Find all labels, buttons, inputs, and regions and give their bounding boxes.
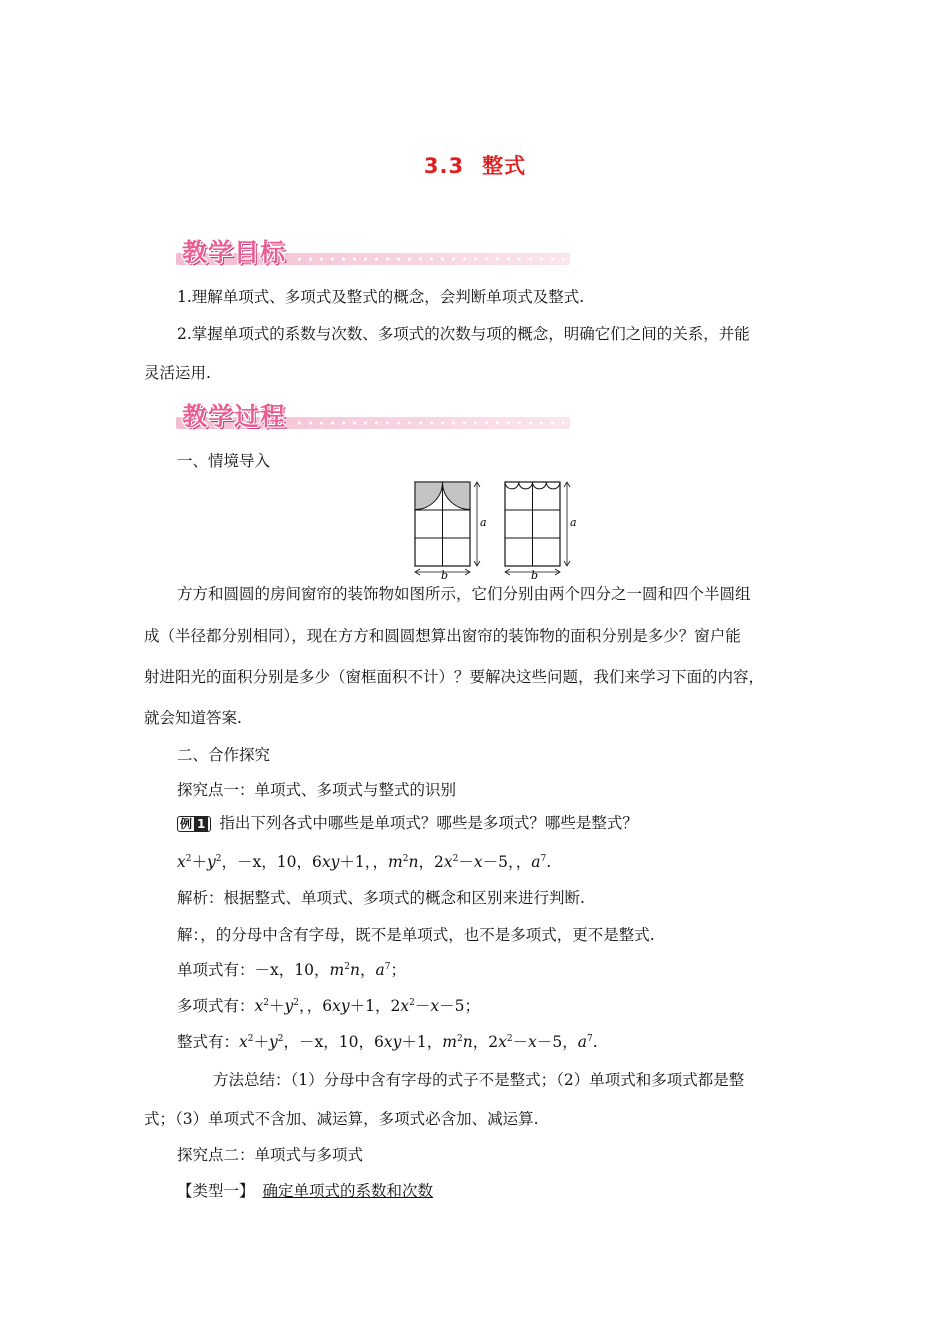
banner-dots [294, 256, 564, 262]
banner-label: 教学过程 [182, 402, 287, 431]
goal-1: 1.理解单项式、多项式及整式的概念，会判断单项式及整式. [177, 288, 585, 306]
banner-dots [294, 420, 564, 426]
title-text: 整式 [482, 154, 527, 178]
window-right [505, 482, 577, 582]
point2-heading: 探究点二：单项式与多项式 [177, 1146, 364, 1164]
banner-label: 教学目标 [182, 238, 287, 267]
window-left [415, 482, 487, 582]
part1-heading: 一、情境导入 [177, 452, 271, 470]
summary-line-1: 方法总结：（1）分母中含有字母的式子不是整式；（2）单项式和多项式都是整 [213, 1071, 745, 1089]
analysis: 解析：根据整式、单项式、多项式的概念和区别来进行判断. [177, 889, 585, 907]
integral-list: 整式有：$x^2+y^2$，－x，10，6xy＋1，$m^2n$，$2x^2-x-5$，$a^7$. [177, 1033, 598, 1051]
intro-line-1: 方方和圆圆的房间窗帘的装饰物如图所示，它们分别由两个四分之一圆和四个半圆组 [177, 585, 751, 603]
part2-heading: 二、合作探究 [177, 746, 271, 764]
goal-2: 2.掌握单项式的系数与次数、多项式的次数与项的概念，明确它们之间的关系，并能 [177, 325, 750, 343]
intro-line-4: 就会知道答案. [144, 709, 242, 727]
goal-2-cont: 灵活运用. [144, 364, 211, 382]
curtain-figure [405, 478, 585, 583]
example-question: 指出下列各式中哪些是单项式？哪些是多项式？哪些是整式？ [219, 814, 638, 832]
expression-list: $x^2+y^2$，－x，10，6xy＋1，，$m^2n$，$2x^2-x-5$，，$a^7$. [177, 853, 552, 871]
title-number: 3.3 [423, 154, 465, 178]
intro-line-3: 射进阳光的面积分别是多少（窗框面积不计）？要解决这些问题，我们来学习下面的内容， [144, 668, 765, 686]
intro-line-2: 成（半径都分别相同），现在方方和圆圆想算出窗帘的装饰物的面积分别是多少？窗户能 [144, 627, 741, 645]
label-a-left: a [480, 516, 487, 529]
point1-heading: 探究点一：单项式、多项式与整式的识别 [177, 781, 457, 799]
type1-tag: 【类型一】 [177, 1182, 255, 1200]
label-a-right: a [570, 516, 577, 529]
example-tag: 例 1 [177, 816, 211, 832]
label-b-right: b [531, 569, 539, 582]
section-banner-goals [176, 233, 570, 273]
type1-text: 确定单项式的系数和次数 [262, 1182, 434, 1200]
example-1 [177, 813, 638, 833]
section-banner-process [176, 397, 570, 437]
monomial-list: 单项式有：－x，10，$m^2n$，$a^7$； [177, 961, 406, 979]
type1-heading [177, 1181, 433, 1201]
summary-line-2: 式；（3）单项式不含加、减运算，多项式必含加、减运算. [144, 1110, 539, 1128]
label-b-left: b [441, 569, 449, 582]
polynomial-list: 多项式有：$x^2+y^2$，，6xy＋1，$2x^2-x-5$； [177, 997, 481, 1015]
page-title [0, 150, 950, 180]
solution: 解：，的分母中含有字母，既不是单项式，也不是多项式，更不是整式. [177, 926, 655, 944]
